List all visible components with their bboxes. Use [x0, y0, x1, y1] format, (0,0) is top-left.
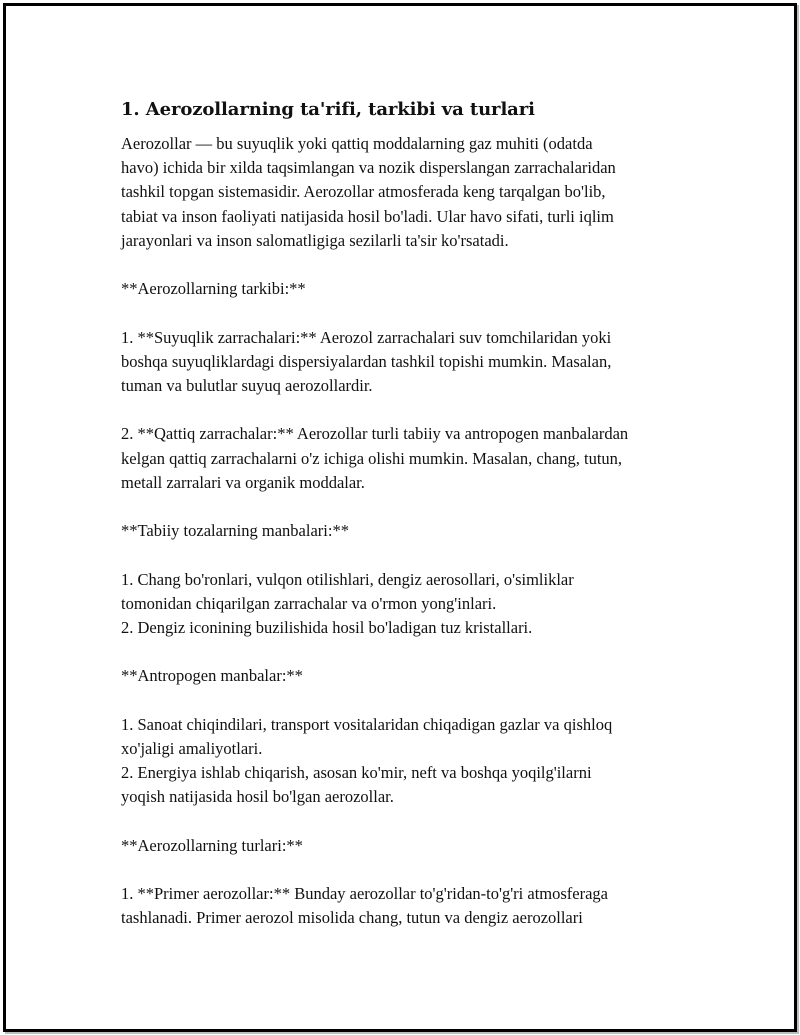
- aerosol-types-line: 1. **Primer aerozollar:** Bunday aerozollar to'g'ridan-to'g'ri atmosferaga: [121, 884, 609, 904]
- anthropogenic-sources-line: xo'jaligi amaliyotlari.: [121, 738, 263, 758]
- composition-item-line: 1. **Suyuqlik zarrachalari:** Aerozol zarrachalari suv tomchilaridan yoki: [121, 327, 612, 347]
- natural-sources-list: [121, 568, 721, 641]
- aerosol-types-heading: **Aerozollarning turlari:**: [121, 835, 303, 855]
- intro-paragraph: [121, 132, 721, 253]
- anthropogenic-sources-line: 2. Energiya ishlab chiqarish, asosan ko'mir, neft va boshqa yoqilg'ilarni: [121, 763, 592, 783]
- composition-item-line: metall zarralari va organik moddalar.: [121, 472, 365, 492]
- intro-line: tashkil topgan sistemasidir. Aerozollar atmosferada keng tarqalgan bo'lib,: [121, 182, 606, 202]
- natural-sources-heading: **Tabiiy tozalarning manbalari:**: [121, 521, 349, 541]
- composition-item-line: kelgan qattiq zarrachalarni o'z ichiga olishi mumkin. Masalan, chang, tutun,: [121, 448, 623, 468]
- natural-sources-line: tomonidan chiqarilgan zarrachalar va o'rmon yong'inlari.: [121, 593, 497, 613]
- composition-item-line: boshqa suyuqliklardagi dispersiyalardan tashkil topishi mumkin. Masalan,: [121, 351, 612, 371]
- natural-sources-line: 1. Chang bo'ronlari, vulqon otilishlari, dengiz aerosollari, o'simliklar: [121, 569, 574, 589]
- intro-line: Aerozollar — bu suyuqlik yoki qattiq moddalarning gaz muhiti (odatda: [121, 134, 593, 153]
- composition-item-line: tuman va bulutlar suyuq aerozollardir.: [121, 376, 373, 395]
- intro-line: tabiat va inson faoliyati natijasida hosil bo'ladi. Ular havo sifati, turli iqlim: [121, 206, 614, 226]
- composition-item-solid: [121, 422, 721, 495]
- anthropogenic-sources-heading: **Antropogen manbalar:**: [121, 666, 303, 686]
- aerosol-types-line: tashlanadi. Primer aerozol misolida chang, tutun va dengiz aerozollari: [121, 908, 583, 928]
- composition-heading: **Aerozollarning tarkibi:**: [121, 279, 306, 299]
- aerosol-types-item-primary: [121, 882, 721, 930]
- anthropogenic-sources-list: [121, 713, 721, 810]
- page-frame: [3, 3, 797, 1032]
- intro-line: jarayonlari va inson salomatligiga sezilarli ta'sir ko'rsatadi.: [121, 230, 509, 250]
- document-title: 1. Aerozollarning ta'rifi, tarkibi va turlari: [121, 99, 535, 120]
- anthropogenic-sources-line: 1. Sanoat chiqindilari, transport vositalaridan chiqadigan gazlar va qishloq: [121, 714, 613, 734]
- natural-sources-line: 2. Dengiz iconining buzilishida hosil bo'ladigan tuz kristallari.: [121, 617, 533, 637]
- composition-item-liquid: [121, 326, 721, 399]
- composition-item-line: 2. **Qattiq zarrachalar:** Aerozollar turli tabiiy va antropogen manbalardan: [121, 424, 629, 444]
- document-body: [121, 98, 721, 931]
- intro-line: havo) ichida bir xilda taqsimlangan va nozik disperslangan zarrachalaridan: [121, 158, 616, 178]
- anthropogenic-sources-line: yoqish natijasida hosil bo'lgan aerozollar.: [121, 787, 394, 807]
